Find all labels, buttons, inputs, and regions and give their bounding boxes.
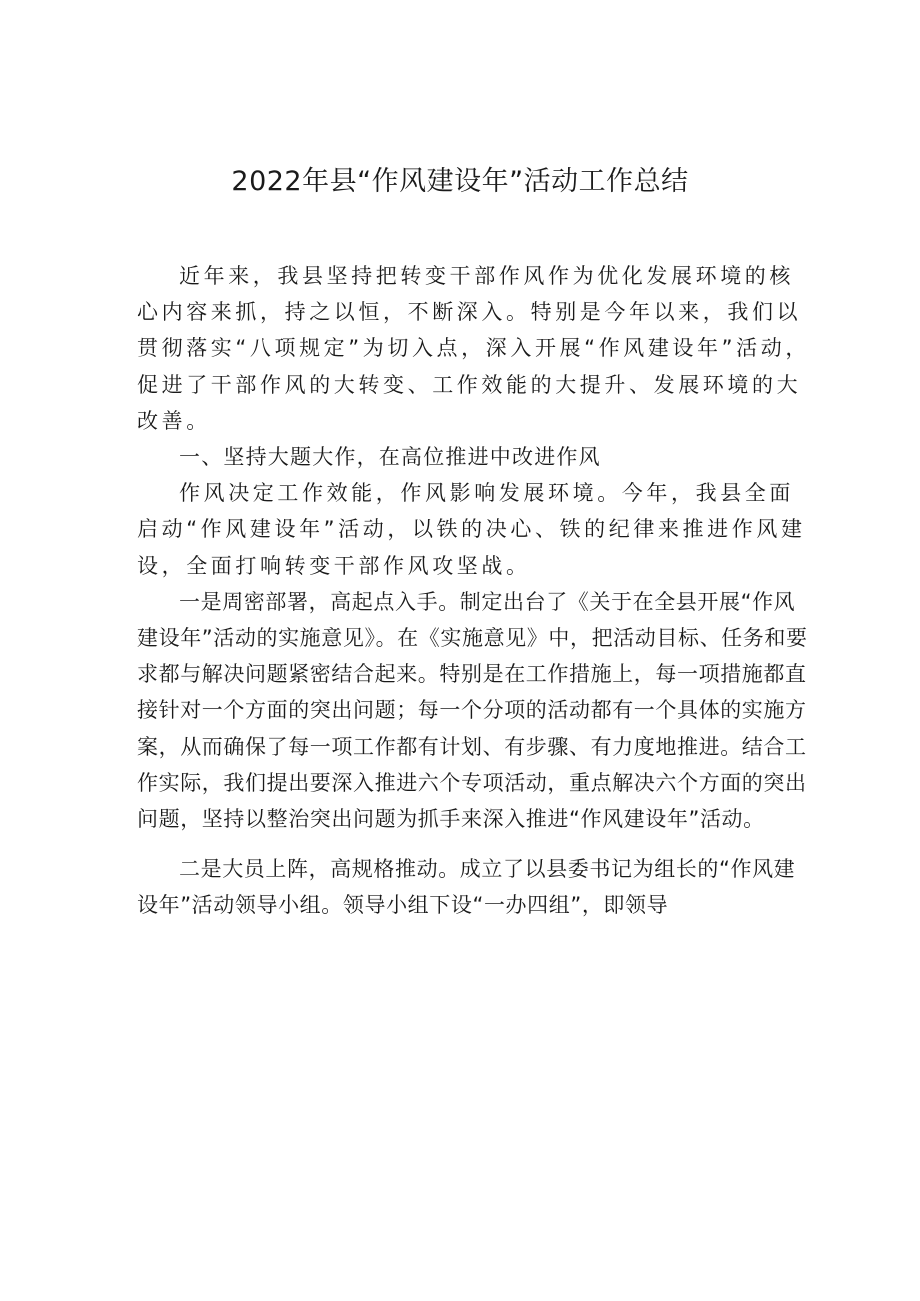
document-title: 2022年县“作风建设年”活动工作总结 [231,166,689,197]
document-body [137,258,812,924]
paragraph-point-1: 一是周密部署，高起点入手。制定出台了《关于在全县开展“作风建设年”活动的实施意见》。在《实施意见》中，把活动目标、任务和要求都与解决问题紧密结合起来。特别是在工作措施上，每一项措施都直接针对一个方面的突出问题；每一个分项的活动都有一个具体的实施方案，从而确保了每一项工作都有计划、有步骤、有力度地推进。结合工作实际，我们提出要深入推进六个专项活动，重点解决六个方面的突出问题，坚持以整治突出问题为抓手来深入推进“作风建设年”活动。 [137,589,808,832]
paragraph-section-1-intro: 作风决定工作效能，作风影响发展环境。今年，我县全面启动“作风建设年”活动，以铁的决心、铁的纪律来推进作风建设，全面打响转变干部作风攻坚战。 [137,481,806,578]
section-heading-1: 一、坚持大题大作，在高位推进中改进作风 [179,445,601,470]
paragraph-point-2: 二是大员上阵，高规格推动。成立了以县委书记为组长的“作风建设年”活动领导小组。领导小组下设“一办四组”，即领导 [137,857,796,918]
paragraph-intro: 近年来，我县坚持把转变干部作风作为优化发展环境的核心内容来抓，持之以恒，不断深入。特别是今年以来，我们以贯彻落实“八项规定”为切入点，深入开展“作风建设年”活动，促进了干部作风的大转变、工作效能的大提升、发展环境的大改善。 [137,264,810,433]
